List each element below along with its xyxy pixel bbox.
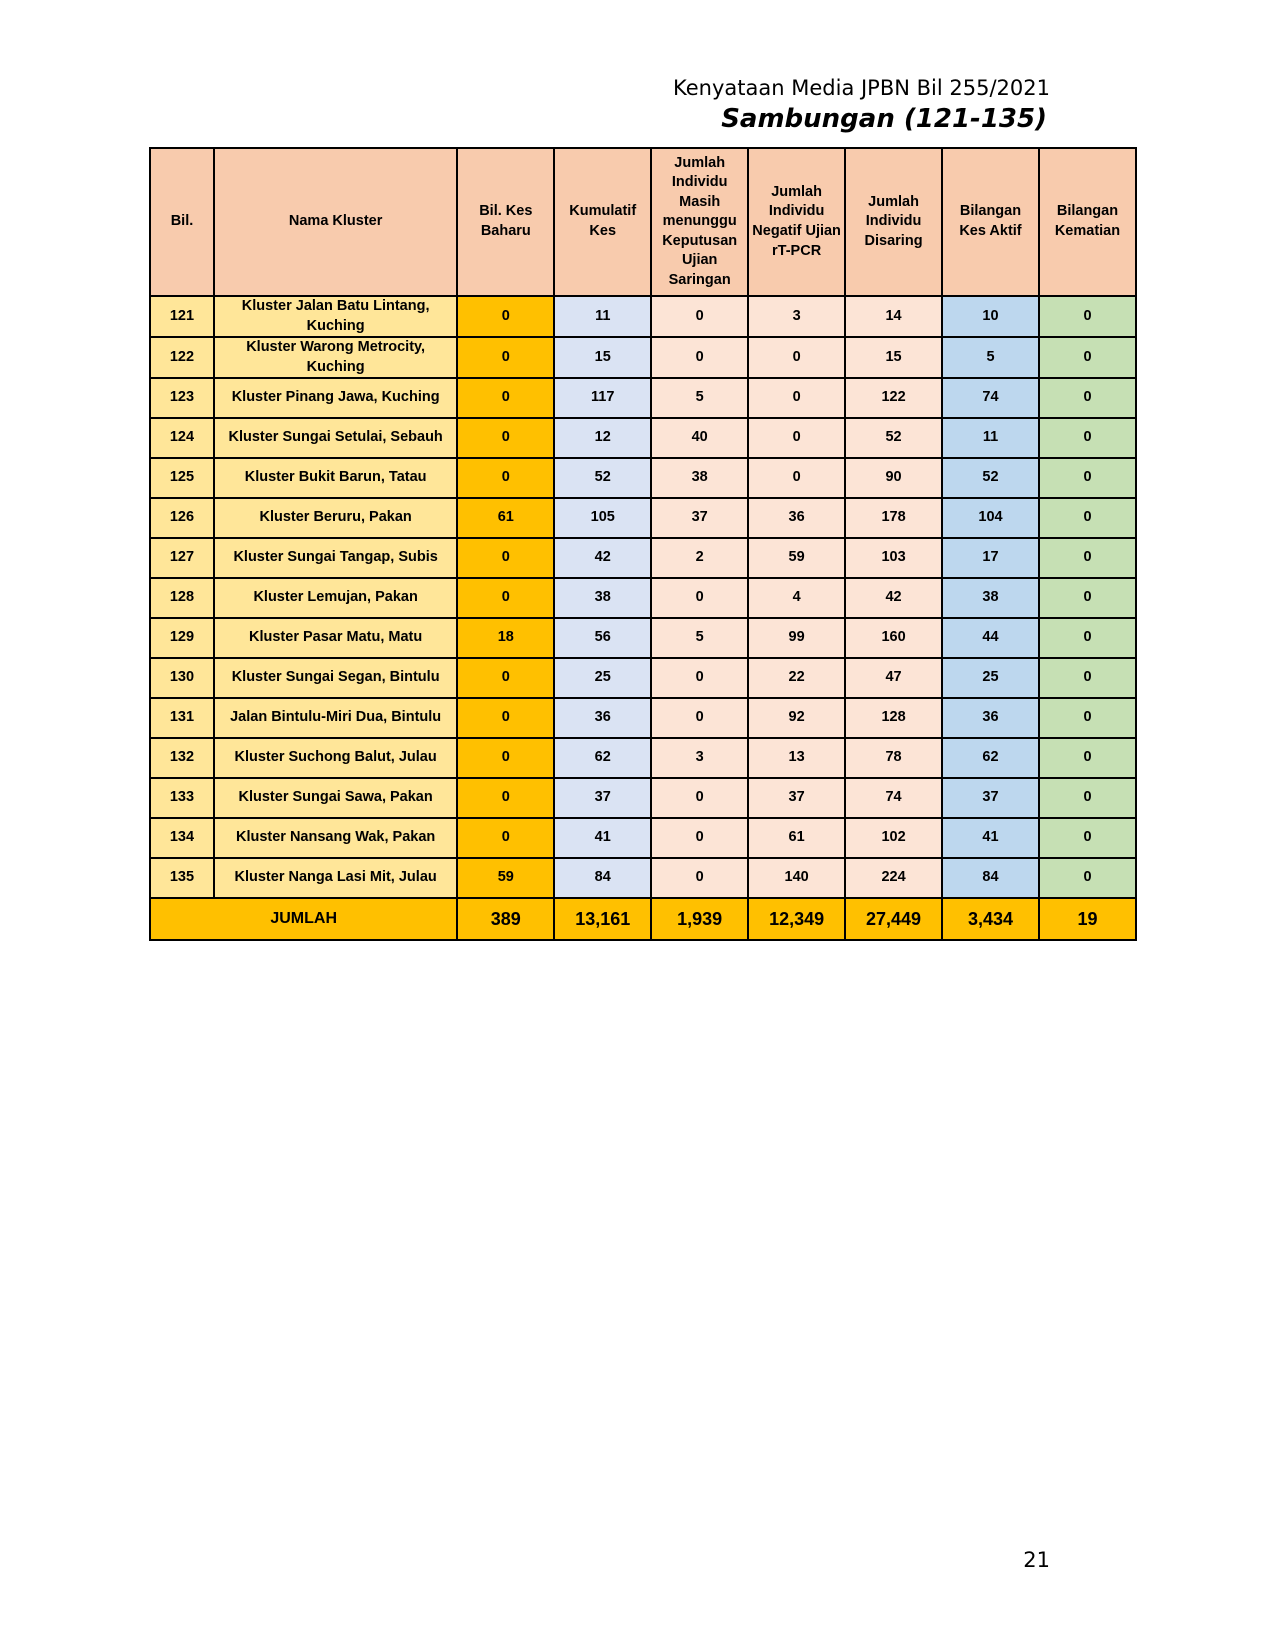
cell-bil: 123 bbox=[150, 378, 214, 418]
document-reference: Kenyataan Media JPBN Bil 255/2021 bbox=[673, 76, 1050, 100]
total-label: JUMLAH bbox=[150, 898, 457, 940]
cell-nama-kluster: Kluster Jalan Batu Lintang, Kuching bbox=[214, 296, 457, 337]
cell-kumulatif-kes: 36 bbox=[554, 698, 651, 738]
cell-bil: 121 bbox=[150, 296, 214, 337]
header-nama-kluster: Nama Kluster bbox=[214, 148, 457, 296]
cell-kes-aktif: 36 bbox=[942, 698, 1039, 738]
header-kes-baharu: Bil. Kes Baharu bbox=[457, 148, 554, 296]
cell-disaring: 102 bbox=[845, 818, 942, 858]
cell-menunggu-keputusan: 0 bbox=[651, 778, 748, 818]
cell-kematian: 0 bbox=[1039, 818, 1136, 858]
cell-bil: 131 bbox=[150, 698, 214, 738]
cell-disaring: 128 bbox=[845, 698, 942, 738]
cell-kematian: 0 bbox=[1039, 698, 1136, 738]
table-row bbox=[150, 296, 1136, 337]
cell-kematian: 0 bbox=[1039, 618, 1136, 658]
table-row bbox=[150, 458, 1136, 498]
cell-bil: 132 bbox=[150, 738, 214, 778]
cell-disaring: 42 bbox=[845, 578, 942, 618]
cell-kes-baharu: 0 bbox=[457, 458, 554, 498]
cell-disaring: 224 bbox=[845, 858, 942, 898]
cell-nama-kluster: Kluster Lemujan, Pakan bbox=[214, 578, 457, 618]
cell-kumulatif-kes: 105 bbox=[554, 498, 651, 538]
cell-menunggu-keputusan: 37 bbox=[651, 498, 748, 538]
cell-kes-baharu: 0 bbox=[457, 337, 554, 378]
cell-kes-baharu: 0 bbox=[457, 378, 554, 418]
cell-kumulatif-kes: 25 bbox=[554, 658, 651, 698]
cell-disaring: 14 bbox=[845, 296, 942, 337]
cell-kumulatif-kes: 56 bbox=[554, 618, 651, 658]
cell-kes-baharu: 0 bbox=[457, 818, 554, 858]
cell-kes-aktif: 10 bbox=[942, 296, 1039, 337]
cell-bil: 129 bbox=[150, 618, 214, 658]
cluster-table bbox=[149, 147, 1137, 941]
table-row bbox=[150, 618, 1136, 658]
header-negatif-ujian: Jumlah Individu Negatif Ujian rT-PCR bbox=[748, 148, 845, 296]
cell-kumulatif-kes: 42 bbox=[554, 538, 651, 578]
cell-kematian: 0 bbox=[1039, 337, 1136, 378]
cell-kes-baharu: 18 bbox=[457, 618, 554, 658]
header-kes-aktif: Bilangan Kes Aktif bbox=[942, 148, 1039, 296]
cell-kes-baharu: 0 bbox=[457, 698, 554, 738]
cell-kes-aktif: 11 bbox=[942, 418, 1039, 458]
cell-negatif-ujian: 61 bbox=[748, 818, 845, 858]
cell-disaring: 47 bbox=[845, 658, 942, 698]
cell-kumulatif-kes: 11 bbox=[554, 296, 651, 337]
cell-bil: 126 bbox=[150, 498, 214, 538]
cell-kematian: 0 bbox=[1039, 418, 1136, 458]
cell-negatif-ujian: 13 bbox=[748, 738, 845, 778]
cell-bil: 127 bbox=[150, 538, 214, 578]
cell-kes-aktif: 38 bbox=[942, 578, 1039, 618]
table-row bbox=[150, 778, 1136, 818]
table-row bbox=[150, 538, 1136, 578]
cell-negatif-ujian: 37 bbox=[748, 778, 845, 818]
cell-disaring: 15 bbox=[845, 337, 942, 378]
header-kumulatif-kes: Kumulatif Kes bbox=[554, 148, 651, 296]
cell-kumulatif-kes: 12 bbox=[554, 418, 651, 458]
cell-negatif-ujian: 22 bbox=[748, 658, 845, 698]
total-menunggu-keputusan: 1,939 bbox=[651, 898, 748, 940]
cell-kematian: 0 bbox=[1039, 738, 1136, 778]
table-header-row bbox=[150, 148, 1136, 296]
cell-nama-kluster: Kluster Sungai Setulai, Sebauh bbox=[214, 418, 457, 458]
header-kematian: Bilangan Kematian bbox=[1039, 148, 1136, 296]
cell-kes-baharu: 0 bbox=[457, 578, 554, 618]
cell-nama-kluster: Kluster Suchong Balut, Julau bbox=[214, 738, 457, 778]
cell-negatif-ujian: 99 bbox=[748, 618, 845, 658]
cell-kematian: 0 bbox=[1039, 296, 1136, 337]
cell-kes-aktif: 37 bbox=[942, 778, 1039, 818]
cell-kes-baharu: 0 bbox=[457, 738, 554, 778]
cell-disaring: 103 bbox=[845, 538, 942, 578]
cell-menunggu-keputusan: 0 bbox=[651, 578, 748, 618]
cell-bil: 133 bbox=[150, 778, 214, 818]
cell-kes-baharu: 59 bbox=[457, 858, 554, 898]
table-row bbox=[150, 658, 1136, 698]
cell-kes-baharu: 0 bbox=[457, 778, 554, 818]
cell-kes-aktif: 52 bbox=[942, 458, 1039, 498]
cell-menunggu-keputusan: 5 bbox=[651, 378, 748, 418]
cell-nama-kluster: Kluster Pinang Jawa, Kuching bbox=[214, 378, 457, 418]
cell-kes-baharu: 0 bbox=[457, 296, 554, 337]
cell-menunggu-keputusan: 38 bbox=[651, 458, 748, 498]
cell-bil: 135 bbox=[150, 858, 214, 898]
cell-disaring: 78 bbox=[845, 738, 942, 778]
cell-bil: 122 bbox=[150, 337, 214, 378]
cell-negatif-ujian: 92 bbox=[748, 698, 845, 738]
table-row bbox=[150, 337, 1136, 378]
total-kematian: 19 bbox=[1039, 898, 1136, 940]
cell-kes-aktif: 104 bbox=[942, 498, 1039, 538]
document-subtitle: Sambungan (121-135) bbox=[721, 104, 1047, 134]
total-row bbox=[150, 898, 1136, 940]
cell-menunggu-keputusan: 0 bbox=[651, 337, 748, 378]
total-negatif-ujian: 12,349 bbox=[748, 898, 845, 940]
total-kes-aktif: 3,434 bbox=[942, 898, 1039, 940]
cell-kes-baharu: 61 bbox=[457, 498, 554, 538]
cell-nama-kluster: Kluster Sungai Segan, Bintulu bbox=[214, 658, 457, 698]
cell-bil: 128 bbox=[150, 578, 214, 618]
cell-kumulatif-kes: 62 bbox=[554, 738, 651, 778]
cell-disaring: 52 bbox=[845, 418, 942, 458]
total-kes-baharu: 389 bbox=[457, 898, 554, 940]
cell-negatif-ujian: 0 bbox=[748, 337, 845, 378]
cell-disaring: 160 bbox=[845, 618, 942, 658]
cell-negatif-ujian: 3 bbox=[748, 296, 845, 337]
cell-nama-kluster: Kluster Nanga Lasi Mit, Julau bbox=[214, 858, 457, 898]
table-row bbox=[150, 418, 1136, 458]
cell-menunggu-keputusan: 2 bbox=[651, 538, 748, 578]
table-row bbox=[150, 378, 1136, 418]
cell-kumulatif-kes: 38 bbox=[554, 578, 651, 618]
cell-bil: 130 bbox=[150, 658, 214, 698]
header-menunggu-keputusan: Jumlah Individu Masih menunggu Keputusan Ujian Saringan bbox=[651, 148, 748, 296]
cell-kematian: 0 bbox=[1039, 858, 1136, 898]
cell-bil: 125 bbox=[150, 458, 214, 498]
cell-nama-kluster: Kluster Sungai Tangap, Subis bbox=[214, 538, 457, 578]
cell-kes-aktif: 62 bbox=[942, 738, 1039, 778]
cell-menunggu-keputusan: 5 bbox=[651, 618, 748, 658]
cell-menunggu-keputusan: 40 bbox=[651, 418, 748, 458]
cell-bil: 134 bbox=[150, 818, 214, 858]
header-disaring: Jumlah Individu Disaring bbox=[845, 148, 942, 296]
cell-menunggu-keputusan: 0 bbox=[651, 698, 748, 738]
cell-nama-kluster: Kluster Nansang Wak, Pakan bbox=[214, 818, 457, 858]
cell-menunggu-keputusan: 0 bbox=[651, 818, 748, 858]
cell-disaring: 122 bbox=[845, 378, 942, 418]
cell-kes-aktif: 44 bbox=[942, 618, 1039, 658]
cell-nama-kluster: Kluster Warong Metrocity, Kuching bbox=[214, 337, 457, 378]
cell-kumulatif-kes: 117 bbox=[554, 378, 651, 418]
cell-kematian: 0 bbox=[1039, 778, 1136, 818]
cell-kes-aktif: 41 bbox=[942, 818, 1039, 858]
cell-kumulatif-kes: 52 bbox=[554, 458, 651, 498]
cell-negatif-ujian: 4 bbox=[748, 578, 845, 618]
cell-kes-aktif: 5 bbox=[942, 337, 1039, 378]
cell-negatif-ujian: 140 bbox=[748, 858, 845, 898]
table-row bbox=[150, 498, 1136, 538]
cell-kematian: 0 bbox=[1039, 498, 1136, 538]
table-row bbox=[150, 858, 1136, 898]
cell-nama-kluster: Kluster Beruru, Pakan bbox=[214, 498, 457, 538]
cell-disaring: 178 bbox=[845, 498, 942, 538]
cell-kumulatif-kes: 15 bbox=[554, 337, 651, 378]
cell-menunggu-keputusan: 0 bbox=[651, 296, 748, 337]
cell-kes-aktif: 17 bbox=[942, 538, 1039, 578]
cell-kes-baharu: 0 bbox=[457, 658, 554, 698]
cell-negatif-ujian: 36 bbox=[748, 498, 845, 538]
cell-menunggu-keputusan: 0 bbox=[651, 658, 748, 698]
cell-kes-aktif: 74 bbox=[942, 378, 1039, 418]
page-number: 21 bbox=[1023, 1548, 1050, 1572]
cell-kematian: 0 bbox=[1039, 578, 1136, 618]
total-disaring: 27,449 bbox=[845, 898, 942, 940]
cell-kumulatif-kes: 41 bbox=[554, 818, 651, 858]
cell-negatif-ujian: 59 bbox=[748, 538, 845, 578]
cell-kematian: 0 bbox=[1039, 658, 1136, 698]
header-bil: Bil. bbox=[150, 148, 214, 296]
cell-nama-kluster: Jalan Bintulu-Miri Dua, Bintulu bbox=[214, 698, 457, 738]
cell-kes-aktif: 84 bbox=[942, 858, 1039, 898]
cell-kes-baharu: 0 bbox=[457, 538, 554, 578]
cell-kematian: 0 bbox=[1039, 458, 1136, 498]
cell-disaring: 74 bbox=[845, 778, 942, 818]
cell-menunggu-keputusan: 3 bbox=[651, 738, 748, 778]
cell-kematian: 0 bbox=[1039, 378, 1136, 418]
cell-negatif-ujian: 0 bbox=[748, 378, 845, 418]
cell-negatif-ujian: 0 bbox=[748, 458, 845, 498]
cell-nama-kluster: Kluster Pasar Matu, Matu bbox=[214, 618, 457, 658]
cell-kes-baharu: 0 bbox=[457, 418, 554, 458]
cell-kematian: 0 bbox=[1039, 538, 1136, 578]
table-row bbox=[150, 738, 1136, 778]
table-row bbox=[150, 578, 1136, 618]
table-row bbox=[150, 818, 1136, 858]
cell-kumulatif-kes: 37 bbox=[554, 778, 651, 818]
cell-kumulatif-kes: 84 bbox=[554, 858, 651, 898]
cell-nama-kluster: Kluster Bukit Barun, Tatau bbox=[214, 458, 457, 498]
cell-kes-aktif: 25 bbox=[942, 658, 1039, 698]
total-kumulatif-kes: 13,161 bbox=[554, 898, 651, 940]
cell-nama-kluster: Kluster Sungai Sawa, Pakan bbox=[214, 778, 457, 818]
cell-menunggu-keputusan: 0 bbox=[651, 858, 748, 898]
cell-disaring: 90 bbox=[845, 458, 942, 498]
table-row bbox=[150, 698, 1136, 738]
cell-bil: 124 bbox=[150, 418, 214, 458]
cell-negatif-ujian: 0 bbox=[748, 418, 845, 458]
